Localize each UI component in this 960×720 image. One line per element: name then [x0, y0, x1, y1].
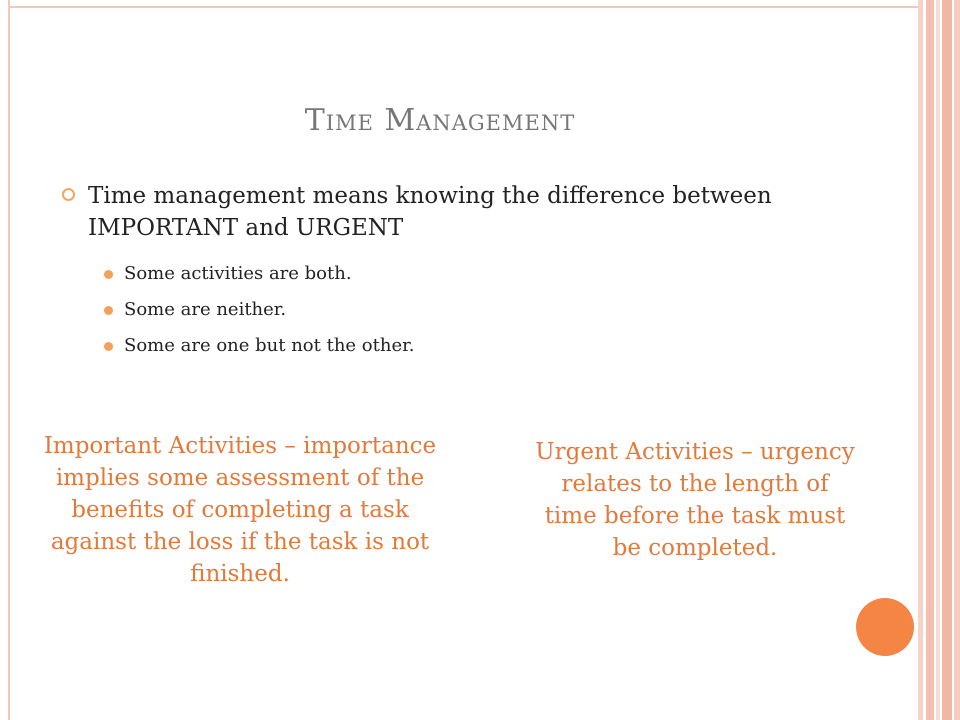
sub-bullet-text: Some are one but not the other.	[124, 335, 415, 356]
sub-bullet-text: Some activities are both.	[124, 263, 352, 284]
stripe	[954, 0, 960, 720]
decorative-circle	[856, 598, 914, 656]
stripe	[918, 0, 923, 720]
stripe	[926, 0, 934, 720]
top-border-line	[8, 6, 920, 8]
sub-bullet-list	[104, 262, 804, 370]
stripe	[936, 0, 940, 720]
list-item	[104, 334, 804, 370]
main-bullet-text: Time management means knowing the difference between IMPORTANT and URGENT	[88, 183, 772, 241]
dot-bullet-icon	[104, 270, 113, 279]
stripe	[942, 0, 952, 720]
important-activities-text: Important Activities – importance implies some assessment of the benefits of completing a task against the loss if the task is not finished.	[43, 433, 437, 587]
dot-bullet-icon	[104, 306, 113, 315]
urgent-activities-text: Urgent Activities – urgency relates to the length of time before the task must be completed.	[535, 439, 855, 561]
sub-bullet-text: Some are neither.	[124, 299, 287, 320]
decorative-stripes	[918, 0, 960, 720]
dot-bullet-icon	[104, 342, 113, 351]
list-item	[104, 298, 804, 334]
slide-title: Time Management	[304, 103, 576, 138]
list-item	[104, 262, 804, 298]
ring-bullet-icon	[62, 188, 75, 201]
main-bullet	[62, 180, 852, 244]
